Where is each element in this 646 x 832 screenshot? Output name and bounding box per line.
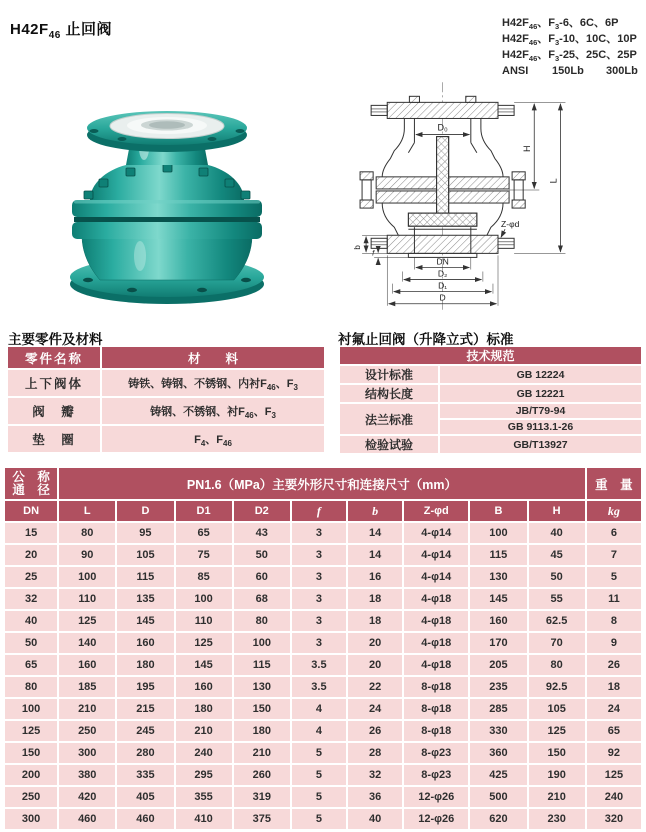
standard-label: 设计标准	[340, 366, 438, 383]
dim-cell-b2: 145	[470, 589, 526, 609]
dim-label-f: f	[372, 248, 375, 258]
dim-cell-h: 210	[529, 787, 585, 807]
dim-cell-kg: 92	[587, 743, 641, 763]
dim-cell-l: 125	[59, 611, 115, 631]
dim-cell-kg: 24	[587, 699, 641, 719]
dim-label-z-phi-d: Z-φd	[501, 219, 520, 230]
col-header-b: b	[348, 501, 402, 521]
dim-cell-z-phi-d: 4-φ14	[404, 567, 468, 587]
dim-label-h: H	[522, 145, 533, 152]
col-header-z-phi-d: Z-φd	[404, 501, 468, 521]
dim-cell-b2: 360	[470, 743, 526, 763]
dim-cell-dn: 150	[5, 743, 57, 763]
dim-cell-d2: 375	[234, 809, 290, 829]
dim-cell-b: 18	[348, 589, 402, 609]
dim-cell-f: 5	[292, 787, 346, 807]
dim-cell-f: 3	[292, 611, 346, 631]
dim-cell-dn: 40	[5, 611, 57, 631]
dim-cell-dn: 65	[5, 655, 57, 675]
col-header-d2: D2	[234, 501, 290, 521]
standard-label: 法兰标准	[340, 404, 438, 434]
ansi-line: ANSI 150Lb 300Lb	[502, 65, 638, 77]
dim-cell-b: 26	[348, 721, 402, 741]
dim-cell-b: 16	[348, 567, 402, 587]
dim-cell-dn: 20	[5, 545, 57, 565]
dimension-lines	[362, 102, 565, 305]
dim-cell-l: 80	[59, 523, 115, 543]
dim-cell-z-phi-d: 8-φ23	[404, 743, 468, 763]
col-header-f: f	[292, 501, 346, 521]
dim-cell-d: 135	[117, 589, 173, 609]
dim-cell-d2: 68	[234, 589, 290, 609]
standards-row	[340, 436, 641, 453]
dim-cell-d1: 355	[176, 787, 232, 807]
span-header: PN1.6（MPa）主要外形尺寸和连接尺寸（mm）	[59, 468, 585, 499]
dim-cell-l: 185	[59, 677, 115, 697]
dim-cell-d: 95	[117, 523, 173, 543]
dim-cell-d: 195	[117, 677, 173, 697]
dim-row	[5, 699, 641, 719]
dim-row	[5, 787, 641, 807]
dim-cell-b: 40	[348, 809, 402, 829]
dim-cell-dn: 25	[5, 567, 57, 587]
dim-cell-l: 100	[59, 567, 115, 587]
dim-cell-h: 125	[529, 721, 585, 741]
dim-cell-d: 280	[117, 743, 173, 763]
dim-cell-d2: 50	[234, 545, 290, 565]
dim-cell-z-phi-d: 8-φ23	[404, 765, 468, 785]
dim-row	[5, 589, 641, 609]
standard-value: GB 12224	[440, 366, 641, 383]
standards-row	[340, 404, 641, 418]
dim-cell-h: 190	[529, 765, 585, 785]
lower-body	[82, 236, 252, 280]
dim-cell-f: 4	[292, 699, 346, 719]
dim-cell-l: 250	[59, 721, 115, 741]
model-line: $H42F_{46}$、$F_3-6$、6C、6P	[502, 17, 619, 32]
dim-cell-dn: 300	[5, 809, 57, 829]
standard-value: GB/T13927	[440, 436, 641, 453]
col-header-b2: B	[470, 501, 526, 521]
dim-cell-kg: 6	[587, 523, 641, 543]
dim-row	[5, 611, 641, 631]
dim-cell-d1: 160	[176, 677, 232, 697]
dim-cell-dn: 100	[5, 699, 57, 719]
dim-cell-d1: 110	[176, 611, 232, 631]
standard-label: 结构长度	[340, 385, 438, 402]
dim-cell-kg: 8	[587, 611, 641, 631]
parts-col-material-header: 材 料	[102, 347, 324, 368]
top-flange-section	[371, 96, 514, 118]
dim-cell-f: 5	[292, 809, 346, 829]
part-name: 阀 瓣	[8, 398, 100, 424]
col-header-kg: kg	[587, 501, 641, 521]
dim-row	[5, 765, 641, 785]
dim-cell-z-phi-d: 12-φ26	[404, 787, 468, 807]
dim-cell-dn: 200	[5, 765, 57, 785]
dim-cell-h: 55	[529, 589, 585, 609]
dim-cell-b: 18	[348, 611, 402, 631]
parts-row	[8, 370, 324, 396]
dim-cell-d2: 43	[234, 523, 290, 543]
dim-cell-d: 405	[117, 787, 173, 807]
dim-cell-z-phi-d: 12-φ26	[404, 809, 468, 829]
dim-cell-h: 80	[529, 655, 585, 675]
standards-row	[340, 366, 641, 383]
dim-cell-d1: 85	[176, 567, 232, 587]
dim-cell-f: 3	[292, 523, 346, 543]
dim-cell-f: 3	[292, 545, 346, 565]
dim-cell-b: 20	[348, 633, 402, 653]
standard-label: 检验试验	[340, 436, 438, 453]
dim-cell-z-phi-d: 8-φ18	[404, 699, 468, 719]
dim-cell-kg: 320	[587, 809, 641, 829]
dim-label-dn: DN	[436, 256, 449, 267]
dim-cell-b2: 160	[470, 611, 526, 631]
dim-cell-dn: 15	[5, 523, 57, 543]
ptfe-liner	[110, 114, 224, 139]
dim-cell-dn: 250	[5, 787, 57, 807]
dim-cell-b2: 620	[470, 809, 526, 829]
dim-cell-b2: 330	[470, 721, 526, 741]
middle-flange-joint	[72, 200, 262, 239]
dim-cell-dn: 32	[5, 589, 57, 609]
page-title: $H42F_{46}$ 止回阀	[10, 21, 112, 41]
dim-cell-d: 180	[117, 655, 173, 675]
dim-cell-h: 45	[529, 545, 585, 565]
dim-label-d1: D₁	[438, 280, 448, 291]
dim-cell-d: 160	[117, 633, 173, 653]
dim-cell-kg: 11	[587, 589, 641, 609]
dim-cell-d1: 100	[176, 589, 232, 609]
dim-cell-d2: 319	[234, 787, 290, 807]
dim-cell-kg: 125	[587, 765, 641, 785]
part-material: 铸钢、不锈钢、衬$F_{46}$、$F_3$	[102, 398, 324, 424]
weight-header: 重 量	[587, 468, 641, 499]
dim-cell-b2: 500	[470, 787, 526, 807]
model-line: $H42F_{46}$、$F_3-25$、25C、25P	[502, 49, 637, 64]
model-line: $H42F_{46}$、$F_3-10$、10C、10P	[502, 33, 637, 48]
corner-header: 公 称 通 径	[5, 468, 57, 499]
dim-cell-d1: 65	[176, 523, 232, 543]
dim-cell-d: 460	[117, 809, 173, 829]
col-header-dn: DN	[5, 501, 57, 521]
dim-cell-f: 5	[292, 743, 346, 763]
dim-cell-dn: 125	[5, 721, 57, 741]
dim-cell-f: 3.5	[292, 655, 346, 675]
dim-cell-f: 3	[292, 633, 346, 653]
valve-section-drawing	[352, 76, 644, 318]
dim-cell-b: 24	[348, 699, 402, 719]
dim-cell-b2: 100	[470, 523, 526, 543]
model-list	[502, 15, 646, 79]
dim-cell-d1: 295	[176, 765, 232, 785]
dim-cell-z-phi-d: 4-φ14	[404, 545, 468, 565]
dim-cell-l: 460	[59, 809, 115, 829]
part-name: 上下阀体	[8, 370, 100, 396]
dim-row	[5, 633, 641, 653]
dim-row	[5, 809, 641, 829]
parts-table	[6, 345, 326, 454]
dim-row	[5, 743, 641, 763]
dim-cell-h: 40	[529, 523, 585, 543]
dim-cell-l: 90	[59, 545, 115, 565]
dim-cell-b2: 235	[470, 677, 526, 697]
parts-row	[8, 398, 324, 424]
dim-cell-h: 92.5	[529, 677, 585, 697]
dim-cell-z-phi-d: 4-φ18	[404, 633, 468, 653]
dim-cell-kg: 5	[587, 567, 641, 587]
dim-cell-kg: 26	[587, 655, 641, 675]
dim-cell-b2: 425	[470, 765, 526, 785]
dim-cell-b2: 205	[470, 655, 526, 675]
dim-cell-d1: 180	[176, 699, 232, 719]
standards-table	[338, 345, 643, 455]
dim-cell-h: 50	[529, 567, 585, 587]
dim-cell-f: 5	[292, 765, 346, 785]
dim-cell-d1: 75	[176, 545, 232, 565]
parts-row	[8, 426, 324, 452]
part-material: $F_4$、$F_{46}$	[102, 426, 324, 452]
dim-cell-d: 145	[117, 611, 173, 631]
dim-cell-l: 160	[59, 655, 115, 675]
dim-row	[5, 655, 641, 675]
dim-cell-d1: 240	[176, 743, 232, 763]
dim-cell-d2: 180	[234, 721, 290, 741]
standards-header: 技术规范	[340, 347, 641, 364]
standard-value: GB 9113.1-26	[440, 420, 641, 434]
dim-cell-b: 14	[348, 545, 402, 565]
dim-cell-d2: 210	[234, 743, 290, 763]
dim-cell-dn: 50	[5, 633, 57, 653]
dim-row	[5, 677, 641, 697]
dim-cell-d2: 60	[234, 567, 290, 587]
standard-value: GB 12221	[440, 385, 641, 402]
dim-cell-b: 36	[348, 787, 402, 807]
dim-cell-z-phi-d: 4-φ18	[404, 589, 468, 609]
dim-cell-f: 3	[292, 589, 346, 609]
dim-cell-h: 62.5	[529, 611, 585, 631]
upper-body	[84, 164, 250, 200]
dim-cell-d: 245	[117, 721, 173, 741]
dim-cell-d: 115	[117, 567, 173, 587]
standard-value: JB/T79-94	[440, 404, 641, 418]
col-header-h: H	[529, 501, 585, 521]
valve-photo	[44, 88, 290, 306]
dim-cell-h: 70	[529, 633, 585, 653]
dim-cell-d2: 115	[234, 655, 290, 675]
dim-cell-d2: 150	[234, 699, 290, 719]
dim-cell-d1: 410	[176, 809, 232, 829]
dim-cell-d2: 100	[234, 633, 290, 653]
dim-row	[5, 523, 641, 543]
dim-cell-l: 110	[59, 589, 115, 609]
dim-cell-z-phi-d: 4-φ18	[404, 611, 468, 631]
part-material: 铸铁、铸钢、不锈钢、内衬$F_{46}$、$F_3$	[102, 370, 324, 396]
dim-label-l: L	[548, 178, 559, 184]
part-name: 垫 圈	[8, 426, 100, 452]
dim-cell-f: 3	[292, 567, 346, 587]
dim-cell-kg: 9	[587, 633, 641, 653]
dim-label-b: b	[353, 245, 363, 250]
dim-cell-f: 3.5	[292, 677, 346, 697]
dim-cell-l: 380	[59, 765, 115, 785]
dim-cell-l: 140	[59, 633, 115, 653]
standards-section-title: 衬氟止回阀（升降立式）标准	[338, 332, 514, 347]
dim-cell-d1: 210	[176, 721, 232, 741]
col-header-d1: D1	[176, 501, 232, 521]
col-header-d: D	[117, 501, 173, 521]
dim-cell-d2: 260	[234, 765, 290, 785]
dimension-table-body	[5, 523, 641, 829]
dim-cell-kg: 240	[587, 787, 641, 807]
dim-row	[5, 721, 641, 741]
dim-row	[5, 545, 641, 565]
dim-cell-b: 14	[348, 523, 402, 543]
dim-cell-d2: 130	[234, 677, 290, 697]
dim-label-d0: D₀	[437, 122, 448, 133]
dim-row	[5, 567, 641, 587]
dim-cell-d1: 125	[176, 633, 232, 653]
dim-cell-z-phi-d: 8-φ18	[404, 677, 468, 697]
dim-cell-b: 28	[348, 743, 402, 763]
parts-col-name-header: 零件名称	[8, 347, 100, 368]
dim-cell-l: 300	[59, 743, 115, 763]
dim-cell-l: 210	[59, 699, 115, 719]
dim-cell-b2: 130	[470, 567, 526, 587]
dim-cell-l: 420	[59, 787, 115, 807]
dim-cell-z-phi-d: 4-φ18	[404, 655, 468, 675]
dim-cell-kg: 18	[587, 677, 641, 697]
dim-cell-d: 105	[117, 545, 173, 565]
dim-cell-kg: 65	[587, 721, 641, 741]
standards-row	[340, 385, 641, 402]
dim-cell-b2: 170	[470, 633, 526, 653]
dim-cell-b: 20	[348, 655, 402, 675]
dim-cell-b2: 115	[470, 545, 526, 565]
dim-cell-z-phi-d: 8-φ18	[404, 721, 468, 741]
dim-cell-d2: 80	[234, 611, 290, 631]
dim-cell-h: 230	[529, 809, 585, 829]
dim-cell-d: 215	[117, 699, 173, 719]
dim-cell-b2: 285	[470, 699, 526, 719]
dim-cell-z-phi-d: 4-φ14	[404, 523, 468, 543]
dim-cell-h: 150	[529, 743, 585, 763]
parts-section-title: 主要零件及材料	[8, 332, 103, 347]
dimension-table	[3, 466, 643, 831]
dim-cell-f: 4	[292, 721, 346, 741]
dim-cell-kg: 7	[587, 545, 641, 565]
dim-cell-b: 32	[348, 765, 402, 785]
dim-cell-dn: 80	[5, 677, 57, 697]
dim-cell-h: 105	[529, 699, 585, 719]
col-header-l: L	[59, 501, 115, 521]
dim-label-d: D	[439, 292, 446, 303]
dim-cell-d1: 145	[176, 655, 232, 675]
dim-label-d2: D₂	[437, 268, 448, 279]
dim-cell-b: 22	[348, 677, 402, 697]
dim-cell-d: 335	[117, 765, 173, 785]
